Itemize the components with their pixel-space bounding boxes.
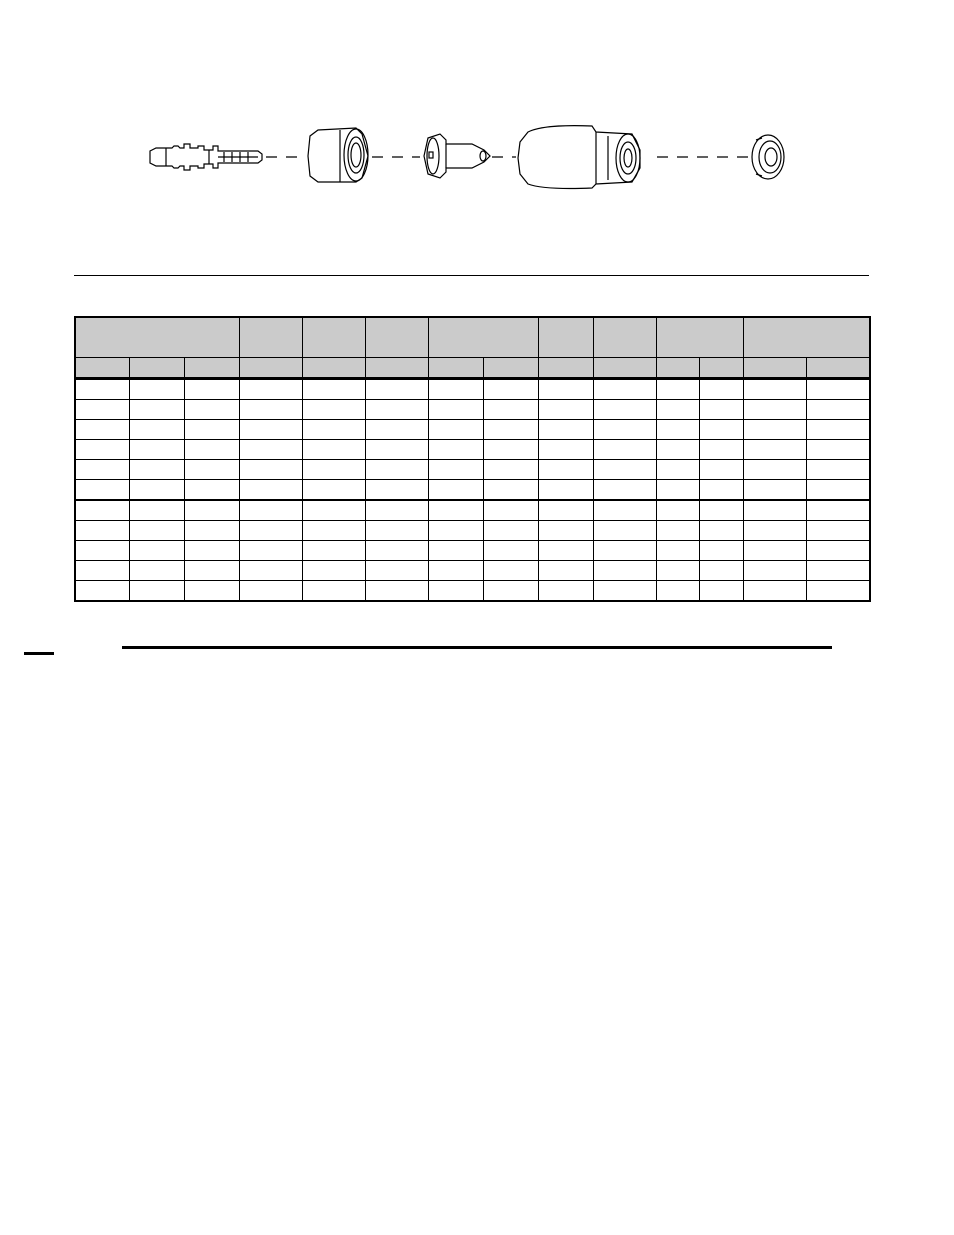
table-row xyxy=(75,541,870,561)
table-cell xyxy=(656,541,699,561)
table-cell xyxy=(656,420,699,440)
table-cell xyxy=(302,541,365,561)
table-row xyxy=(75,480,870,501)
table-cell xyxy=(743,379,806,400)
table-cell xyxy=(699,400,743,420)
table-cell xyxy=(538,400,593,420)
table-cell xyxy=(483,581,538,602)
table-cell xyxy=(184,500,239,521)
table-cell xyxy=(538,440,593,460)
table-cell xyxy=(239,379,302,400)
table-cell xyxy=(184,561,239,581)
header-group xyxy=(302,317,365,358)
table-cell xyxy=(593,541,656,561)
table-cell xyxy=(699,500,743,521)
header-group xyxy=(656,317,743,358)
table-cell xyxy=(656,480,699,501)
table-cell xyxy=(743,460,806,480)
table-cell xyxy=(538,460,593,480)
table-cell xyxy=(129,500,184,521)
consumables-exploded-view xyxy=(0,0,954,260)
table-cell xyxy=(538,561,593,581)
header-group xyxy=(538,317,593,358)
table-cell xyxy=(239,521,302,541)
table-cell xyxy=(428,420,483,440)
table-cell xyxy=(239,400,302,420)
table-cell xyxy=(483,440,538,460)
subheader xyxy=(593,358,656,379)
table-cell xyxy=(483,561,538,581)
table-cell xyxy=(593,500,656,521)
subheader xyxy=(129,358,184,379)
table-cell xyxy=(806,379,870,400)
table-cell xyxy=(428,440,483,460)
table-cell xyxy=(302,460,365,480)
table-cell xyxy=(806,400,870,420)
table-row xyxy=(75,420,870,440)
table-cell xyxy=(699,561,743,581)
table-cell xyxy=(365,521,428,541)
table-cell xyxy=(129,480,184,501)
table-cell xyxy=(699,420,743,440)
table-row xyxy=(75,561,870,581)
table-cell xyxy=(656,500,699,521)
table-cell xyxy=(483,420,538,440)
table-cell xyxy=(538,480,593,501)
table-cell xyxy=(428,400,483,420)
table-cell xyxy=(656,561,699,581)
table-cell xyxy=(302,440,365,460)
table-cell xyxy=(428,460,483,480)
header-group xyxy=(428,317,538,358)
header-group xyxy=(239,317,302,358)
header-group xyxy=(75,317,239,358)
table-row xyxy=(75,440,870,460)
table-cell xyxy=(428,379,483,400)
table-cell xyxy=(806,460,870,480)
table-cell xyxy=(699,480,743,501)
table-cell xyxy=(699,460,743,480)
table-cell xyxy=(593,561,656,581)
table-cell xyxy=(239,581,302,602)
table-cell xyxy=(129,460,184,480)
table-cell xyxy=(75,521,129,541)
table-cell xyxy=(302,480,365,501)
table-cell xyxy=(483,541,538,561)
table-cell xyxy=(239,460,302,480)
table-cell xyxy=(75,541,129,561)
table-cell xyxy=(743,440,806,460)
table-cell xyxy=(593,379,656,400)
subheader xyxy=(699,358,743,379)
table-cell xyxy=(75,420,129,440)
table-cell xyxy=(593,460,656,480)
table-row xyxy=(75,460,870,480)
table-row xyxy=(75,379,870,400)
table-cell xyxy=(743,521,806,541)
table-cell xyxy=(365,400,428,420)
table-cell xyxy=(743,541,806,561)
section-divider-top xyxy=(74,275,869,276)
table-cell xyxy=(428,521,483,541)
table-cell xyxy=(538,541,593,561)
table-cell xyxy=(365,480,428,501)
subheader xyxy=(239,358,302,379)
table-cell xyxy=(538,379,593,400)
table-cell xyxy=(743,420,806,440)
nozzle-icon xyxy=(424,134,490,178)
table-cell xyxy=(428,541,483,561)
table-cell xyxy=(538,420,593,440)
table-cell xyxy=(428,561,483,581)
header-group xyxy=(743,317,870,358)
table-cell xyxy=(365,541,428,561)
table-cell xyxy=(184,400,239,420)
deflector-icon xyxy=(752,135,784,179)
table-cell xyxy=(743,480,806,501)
table-cell xyxy=(129,581,184,602)
subheader xyxy=(302,358,365,379)
table-cell xyxy=(806,480,870,501)
table-cell xyxy=(129,420,184,440)
table-cell xyxy=(428,480,483,501)
table-cell xyxy=(75,480,129,501)
table-cell xyxy=(538,521,593,541)
table-cell xyxy=(239,500,302,521)
table-cell xyxy=(129,400,184,420)
table-cell xyxy=(129,440,184,460)
table-cell xyxy=(806,500,870,521)
table-cell xyxy=(483,400,538,420)
table-cell xyxy=(75,500,129,521)
table-cell xyxy=(656,379,699,400)
table-cell xyxy=(656,400,699,420)
table-header-groups xyxy=(75,317,870,358)
table-cell xyxy=(656,460,699,480)
table-cell xyxy=(365,561,428,581)
table-cell xyxy=(184,379,239,400)
swirl-ring-icon xyxy=(308,128,368,182)
table-cell xyxy=(302,581,365,602)
table-cell xyxy=(184,460,239,480)
table-cell xyxy=(129,541,184,561)
table-cell xyxy=(302,400,365,420)
table-cell xyxy=(593,581,656,602)
table-cell xyxy=(75,561,129,581)
table-body xyxy=(75,379,870,602)
table-cell xyxy=(699,541,743,561)
table-cell xyxy=(656,521,699,541)
table-cell xyxy=(129,379,184,400)
table-cell xyxy=(743,500,806,521)
table-cell xyxy=(184,420,239,440)
table-cell xyxy=(239,541,302,561)
table-cell xyxy=(239,561,302,581)
table-cell xyxy=(483,379,538,400)
table-cell xyxy=(743,400,806,420)
table-cell xyxy=(699,379,743,400)
subheader xyxy=(743,358,806,379)
table-cell xyxy=(184,440,239,460)
subheader xyxy=(806,358,870,379)
table-cell xyxy=(239,440,302,460)
table-cell xyxy=(365,379,428,400)
table-cell xyxy=(806,561,870,581)
table-cell xyxy=(806,420,870,440)
table-cell xyxy=(75,581,129,602)
table-cell xyxy=(184,541,239,561)
section-divider-bottom xyxy=(122,646,832,649)
table-cell xyxy=(302,561,365,581)
table-subheaders xyxy=(75,358,870,379)
table-cell xyxy=(302,500,365,521)
table-row xyxy=(75,500,870,521)
table-row xyxy=(75,521,870,541)
table-cell xyxy=(593,521,656,541)
table-cell xyxy=(593,480,656,501)
table-cell xyxy=(483,500,538,521)
table-cell xyxy=(302,379,365,400)
table-cell xyxy=(656,440,699,460)
table-cell xyxy=(75,379,129,400)
table-cell xyxy=(365,500,428,521)
table-cell xyxy=(75,460,129,480)
table-cell xyxy=(239,480,302,501)
table-cell xyxy=(184,521,239,541)
table-cell xyxy=(302,521,365,541)
retaining-cap-icon xyxy=(518,126,640,189)
header-group xyxy=(593,317,656,358)
table-row xyxy=(75,400,870,420)
table-cell xyxy=(806,541,870,561)
subheader xyxy=(365,358,428,379)
table-cell xyxy=(239,420,302,440)
table-cell xyxy=(129,521,184,541)
table-cell xyxy=(593,400,656,420)
table-cell xyxy=(656,581,699,602)
subheader xyxy=(538,358,593,379)
table-cell xyxy=(699,521,743,541)
table-cell xyxy=(129,561,184,581)
table-cell xyxy=(365,460,428,480)
subheader xyxy=(656,358,699,379)
margin-mark xyxy=(24,652,54,655)
table-cell xyxy=(483,460,538,480)
table-cell xyxy=(365,440,428,460)
table-cell xyxy=(806,521,870,541)
table-cell xyxy=(75,440,129,460)
table-cell xyxy=(699,581,743,602)
table-cell xyxy=(483,480,538,501)
subheader xyxy=(75,358,129,379)
table-cell xyxy=(483,521,538,541)
table-cell xyxy=(743,561,806,581)
table-row xyxy=(75,581,870,602)
electrode-icon xyxy=(150,144,262,170)
table-cell xyxy=(806,581,870,602)
subheader xyxy=(483,358,538,379)
table-cell xyxy=(743,581,806,602)
table-cell xyxy=(538,500,593,521)
table-cell xyxy=(806,440,870,460)
table-cell xyxy=(184,581,239,602)
table-cell xyxy=(184,480,239,501)
table-cell xyxy=(302,420,365,440)
table-cell xyxy=(699,440,743,460)
header-group xyxy=(365,317,428,358)
subheader xyxy=(428,358,483,379)
table-cell xyxy=(593,420,656,440)
table-cell xyxy=(365,420,428,440)
table-cell xyxy=(75,400,129,420)
table-cell xyxy=(428,500,483,521)
table-cell xyxy=(365,581,428,602)
subheader xyxy=(184,358,239,379)
table-cell xyxy=(428,581,483,602)
table-cell xyxy=(538,581,593,602)
cut-chart-table xyxy=(74,316,871,602)
table-cell xyxy=(593,440,656,460)
